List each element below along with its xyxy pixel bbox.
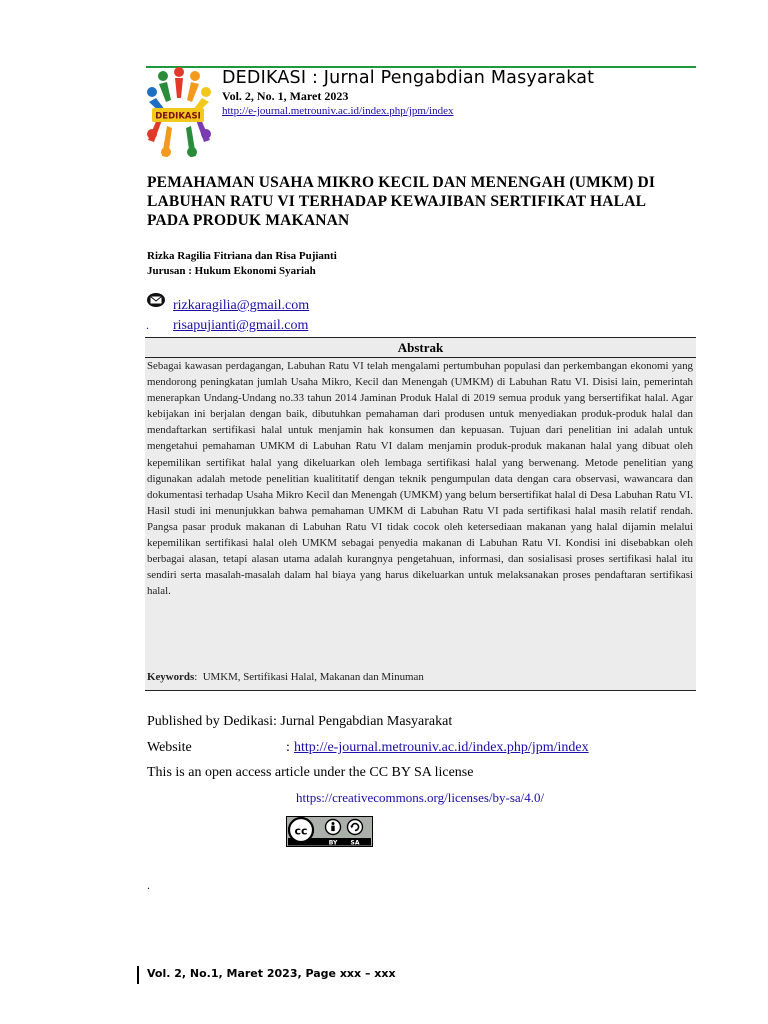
article-title: PEMAHAMAN USAHA MIKRO KECIL DAN MENENGAH (UMKM) DI LABUHAN RATU VI TERHADAP KEWAJIBAN SERTIFIKAT HALAL PADA PRODUK MAKANAN	[147, 174, 656, 229]
by-label: BY	[328, 839, 338, 847]
dedikasi-logo	[146, 64, 212, 164]
authors: Rizka Ragilia Fitriana dan Risa Pujianti	[147, 250, 337, 262]
email-link-2[interactable]: risapujianti@gmail.com	[173, 318, 309, 333]
abstract-text: Sebagai kawasan perdagangan, Labuhan Ratu VI telah mengalami pertumbuhan populasi dan perkembangan ekonomi yang mendorong peningkatan jumlah Usaha Mikro, Kecil dan Menengah (UMKM) di Labuhan Ratu VI. Disisi lain, pemerintah menerapkan Undang-Undang no.33 tahun 2014 Jaminan Produk Halal di 2019 semua produk yang bersertifikat halal. Agar kebijakan ini berjalan dengan baik, dibutuhkan pemahaman dari produsen untuk menyediakan produk-produk halal dan mendaftarkan sertifikasi halal untuk menjamin hak konsumen dan kepuasan. Tujuan dari penelitian ini adalah untuk mengetahui pemahaman UMKM di Labuhan Ratu VI dalam menjamin produk-produk makanan halal yang dibuat oleh kepemilikan sertifikat halal yang dikeluarkan oleh lembaga sertifikasi halal yang berwenang. Metode penelitian yang digunakan adalah metode penelitian kualititatif dengan teknik pengumpulan data dengan cara observasi, wawancara dan dokumentasi terhadap Usaha Mikro Kecil dan Menengah (UMKM) yang belum bersertifikat halal di Desa Labuhan Ratu VI. Hasil studi ini menunjukkan bahwa pemahaman UMKM di Labuhan Ratu VI pada sertifikasi halal masih relatif rendah. Pangsa pasar produk makanan di Labuhan Ratu VI tidak cocok oleh ketersediaan makanan yang halal dijamin melalui kepemilikan sertifikasi halal oleh UMKM sebagai penyedia makanan di Labuhan Ratu VI. Kondisi ini disebabkan oleh berbagai alasan, tetapi alasan utama adalah kurangnya pengetahuan, informasi, dan sosialisasi proses sertifikasi halal itu sendiri serta masalah-masalah dalam hal biaya yang harus dikeluarkan untuk melaksanakan proses pendaftaran sertifikasi halal.	[147, 360, 693, 598]
footer-bar	[137, 966, 139, 984]
license-text: This is an open access article under the CC BY SA license	[147, 765, 474, 780]
cc-by-sa-badge[interactable]	[286, 816, 373, 847]
journal-volume: Vol. 2, No. 1, Maret 2023	[222, 89, 349, 103]
journal-title: DEDIKASI : Jurnal Pengabdian Masyarakat	[222, 68, 595, 88]
abstract-heading: Abstrak	[397, 340, 444, 355]
logo-text: DEDIKASI	[155, 111, 201, 122]
sa-label: SA	[350, 839, 360, 847]
keywords-separator: :	[194, 671, 198, 683]
abstract-box	[145, 337, 696, 691]
published-by: Published by Dedikasi: Jurnal Pengabdian Masyarakat	[147, 714, 453, 729]
keywords-line	[147, 671, 424, 683]
email-link-1[interactable]: rizkaragilia@gmail.com	[173, 298, 310, 313]
stray-dot: .	[147, 878, 150, 892]
cc-label: cc	[294, 824, 308, 838]
journal-url-link[interactable]: http://e-journal.metrouniv.ac.id/index.php/jpm/index	[222, 105, 454, 117]
license-url-link[interactable]: https://creativecommons.org/licenses/by-sa/4.0/	[296, 790, 545, 805]
website-url-link[interactable]: http://e-journal.metrouniv.ac.id/index.php/jpm/index	[294, 740, 589, 755]
mail-icon	[147, 293, 165, 307]
department: Jurusan : Hukum Ekonomi Syariah	[147, 265, 316, 277]
footer-text: Vol. 2, No.1, Maret 2023, Page xxx – xxx	[147, 967, 396, 980]
website-label: Website	[147, 740, 192, 755]
keywords-value: UMKM, Sertifikasi Halal, Makanan dan Minuman	[202, 671, 424, 683]
keywords-label: Keywords	[147, 671, 195, 683]
email-bullet: .	[146, 318, 149, 332]
website-colon: :	[286, 740, 290, 755]
